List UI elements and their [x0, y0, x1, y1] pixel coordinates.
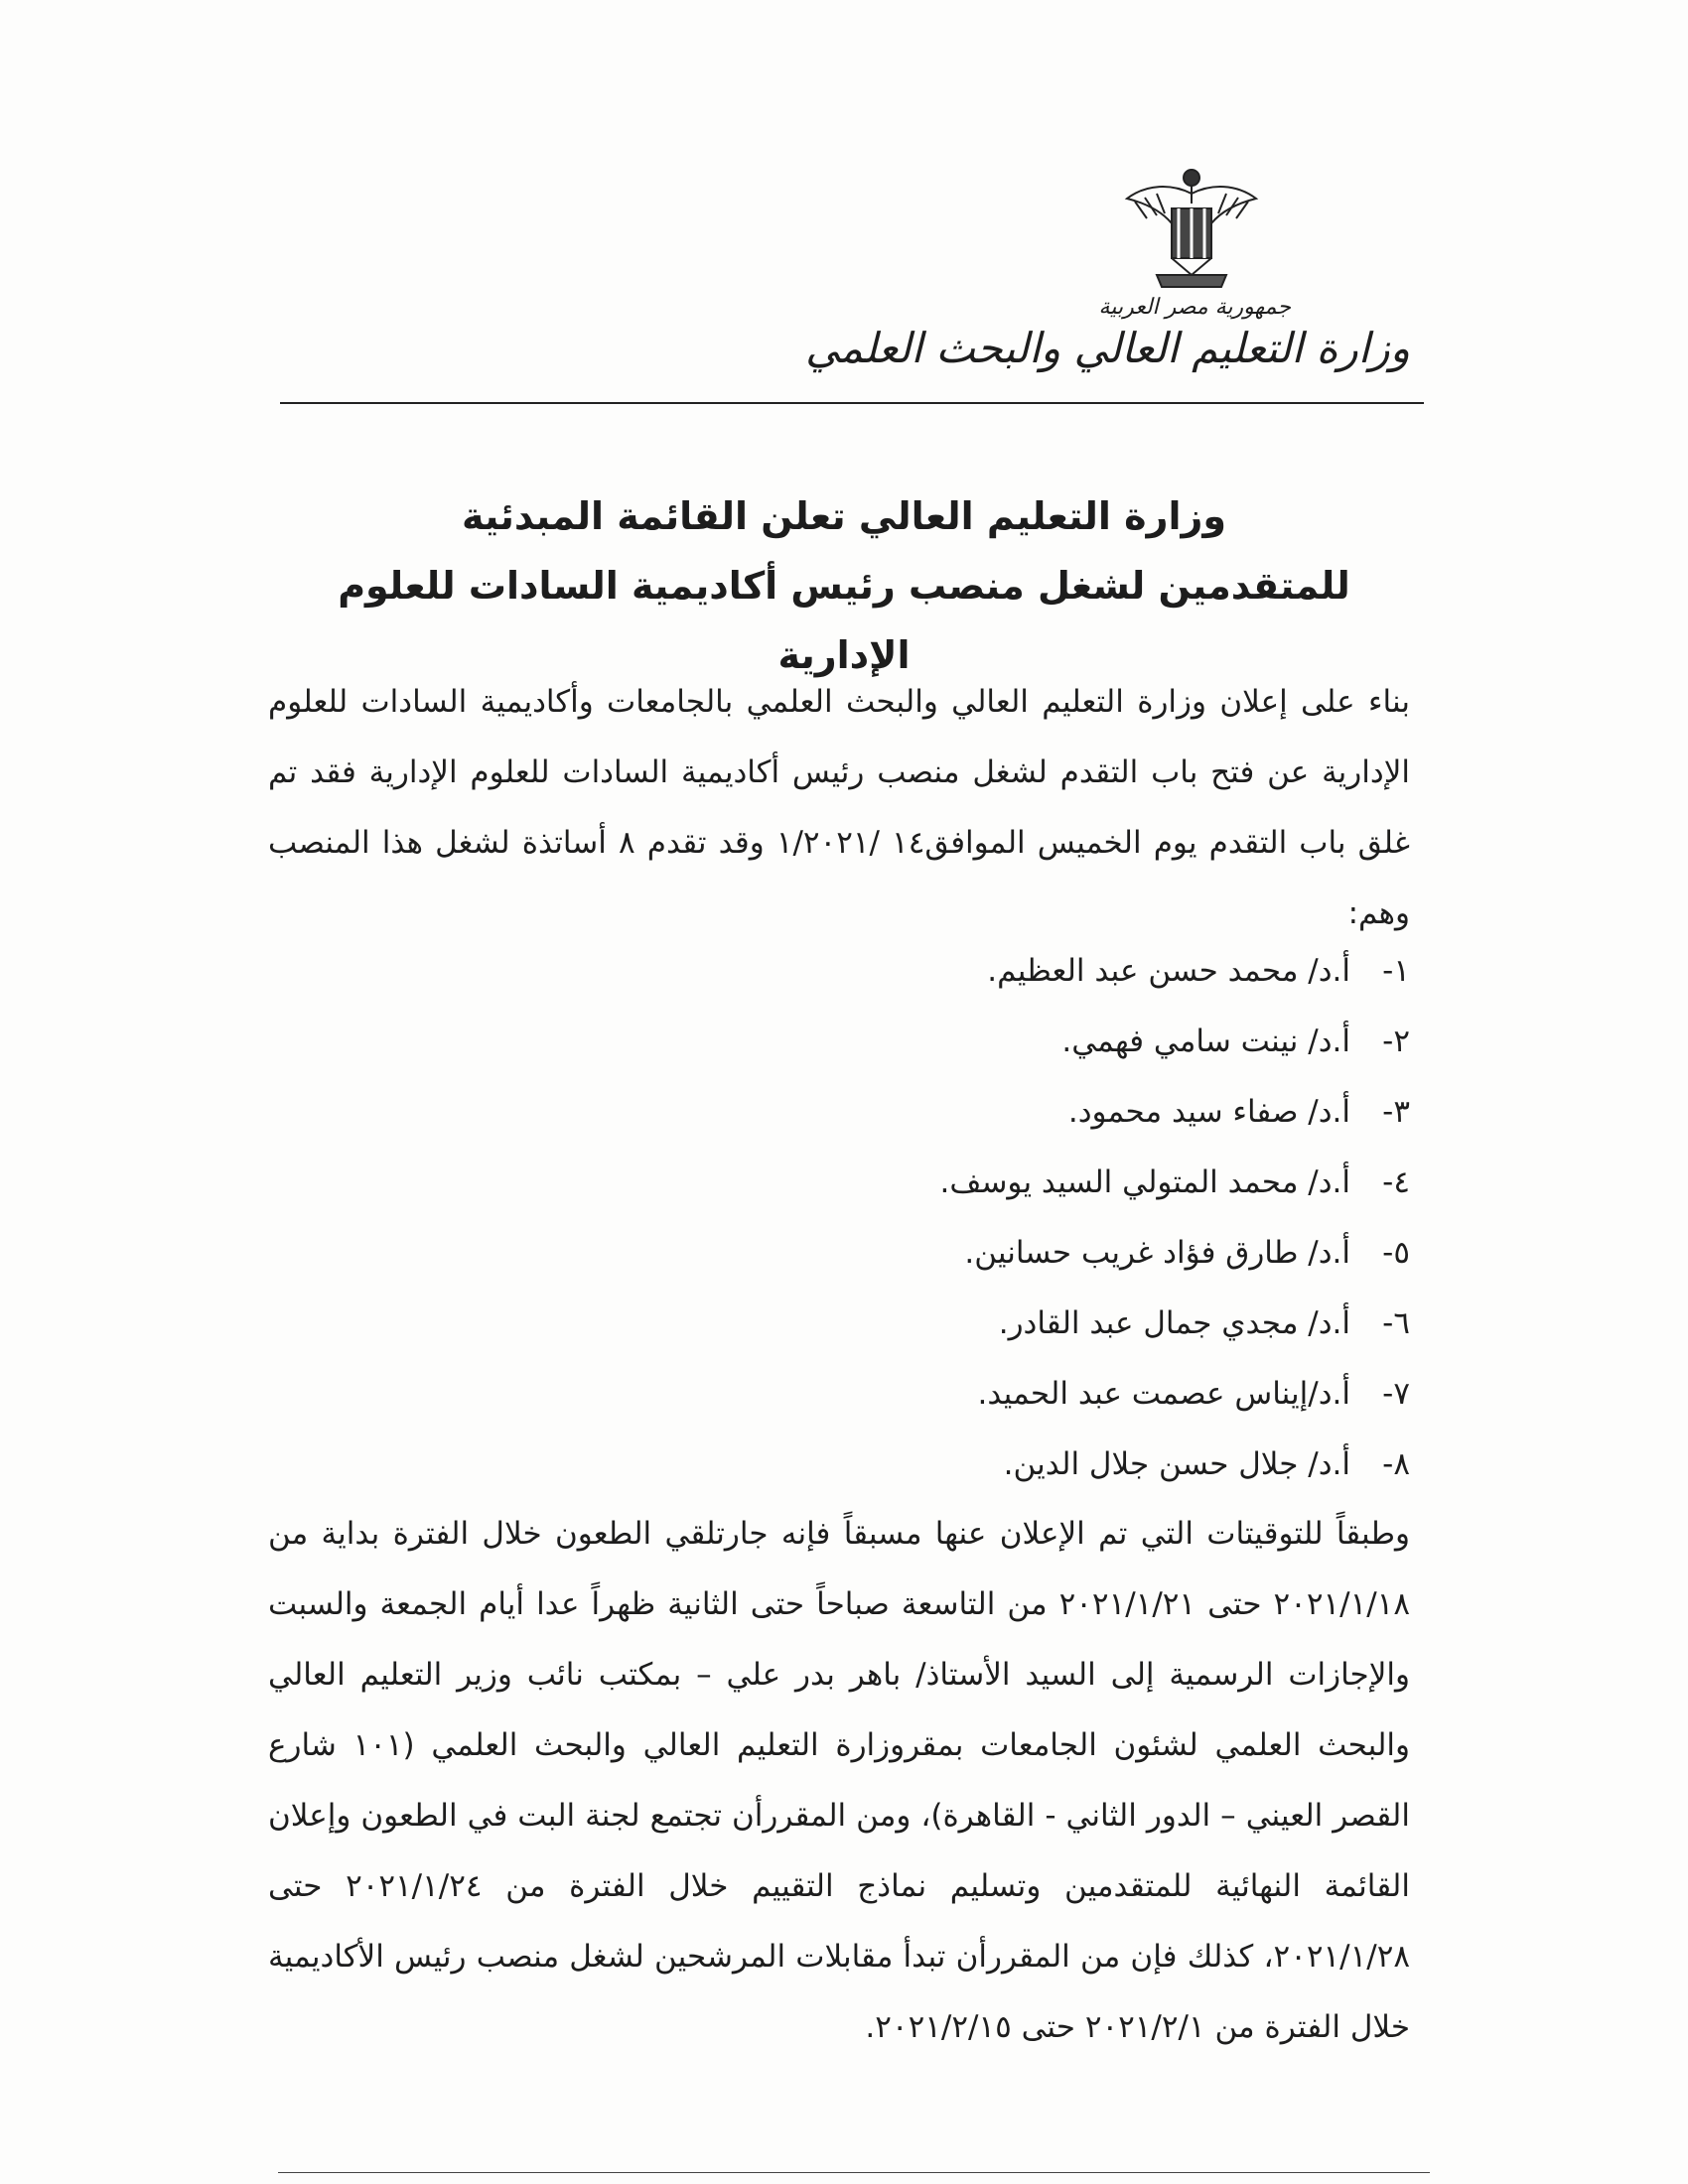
title-line-1: وزارة التعليم العالي تعلن القائمة المبدئية — [462, 494, 1226, 538]
candidate-name: أ.د/ مجدي جمال عبد القادر. — [998, 1305, 1350, 1341]
list-item — [516, 1077, 1410, 1148]
candidate-name: أ.د/ صفاء سيد محمود. — [1067, 1094, 1350, 1130]
list-number: ٤- — [1382, 1164, 1410, 1200]
intro-paragraph: بناء على إعلان وزارة التعليم العالي والبحث العلمي بالجامعات وأكاديمية السادات للعلوم الإدارية عن فتح باب التقدم لشغل منصب رئيس أكاديمية السادات للعلوم الإدارية فقد تم غلق باب التقدم يوم الخميس الموافق١٤ /١/٢٠٢١ وقد تقدم ٨ أساتذة لشغل هذا المنصب وهم: — [268, 684, 1410, 931]
footer-divider — [278, 2172, 1430, 2173]
candidate-name: أ.د/إيناس عصمت عبد الحميد. — [977, 1376, 1350, 1412]
candidate-name: أ.د/ محمد حسن عبد العظيم. — [987, 953, 1350, 989]
candidate-name: أ.د/ نينت سامي فهمي. — [1061, 1024, 1350, 1059]
closing-paragraph: وطبقاً للتوقيتات التي تم الإعلان عنها مسبقاً فإنه جارتلقي الطعون خلال الفترة بداية من ٢٠٢١/١/١٨ حتى ٢٠٢١/١/٢١ من التاسعة صباحاً حتى الثانية ظهراً عدا أيام الجمعة والسبت والإجازات الرسمية إلى السيد الأستاذ/ باهر بدر علي – بمكتب نائب وزير التعليم العالي والبحث العلمي لشئون الجامعات بمقروزارة التعليم العالي والبحث العلمي (١٠١ شارع القصر العيني – الدور الثاني - القاهرة)، ومن المقررأن تجتمع لجنة البت في الطعون وإعلان القائمة النهائية للمتقدمين وتسليم نماذج التقييم خلال الفترة من ٢٠٢١/١/٢٤ حتى ٢٠٢١/١/٢٨، كذلك فإن من المقررأن تبدأ مقابلات المرشحين لشغل منصب رئيس الأكاديمية خلال الفترة من ٢٠٢١/٢/١ حتى ٢٠٢١/٢/١٥. — [268, 1516, 1411, 2045]
list-item — [516, 1430, 1410, 1500]
list-number: ٣- — [1382, 1094, 1410, 1130]
letterhead-republic: جمهورية مصر العربية — [1098, 295, 1291, 320]
list-item — [516, 1007, 1410, 1077]
list-number: ٧- — [1382, 1376, 1410, 1412]
egypt-eagle-emblem-icon — [1117, 164, 1266, 293]
title-line-2: للمتقدمين لشغل منصب رئيس أكاديمية السادات للعلوم الإدارية — [338, 564, 1350, 677]
list-number: ٥- — [1382, 1235, 1410, 1271]
candidates-list — [516, 936, 1410, 1500]
list-item — [516, 1148, 1410, 1218]
candidate-name: أ.د/ طارق فؤاد غريب حسانين. — [964, 1235, 1350, 1271]
list-number: ٢- — [1382, 1024, 1410, 1059]
list-number: ٦- — [1382, 1305, 1410, 1341]
candidate-name: أ.د/ محمد المتولي السيد يوسف. — [939, 1164, 1350, 1200]
letterhead — [805, 164, 1410, 372]
list-item — [516, 1218, 1410, 1289]
letterhead-ministry: وزارة التعليم العالي والبحث العلمي — [805, 324, 1410, 372]
list-item — [516, 1289, 1410, 1359]
announcement-title — [298, 481, 1390, 690]
list-item — [516, 936, 1410, 1007]
list-number: ١- — [1382, 953, 1410, 989]
list-number: ٨- — [1382, 1446, 1410, 1482]
list-item — [516, 1359, 1410, 1430]
candidate-name: أ.د/ جلال حسن جلال الدين. — [1003, 1446, 1350, 1482]
header-divider — [280, 402, 1424, 404]
